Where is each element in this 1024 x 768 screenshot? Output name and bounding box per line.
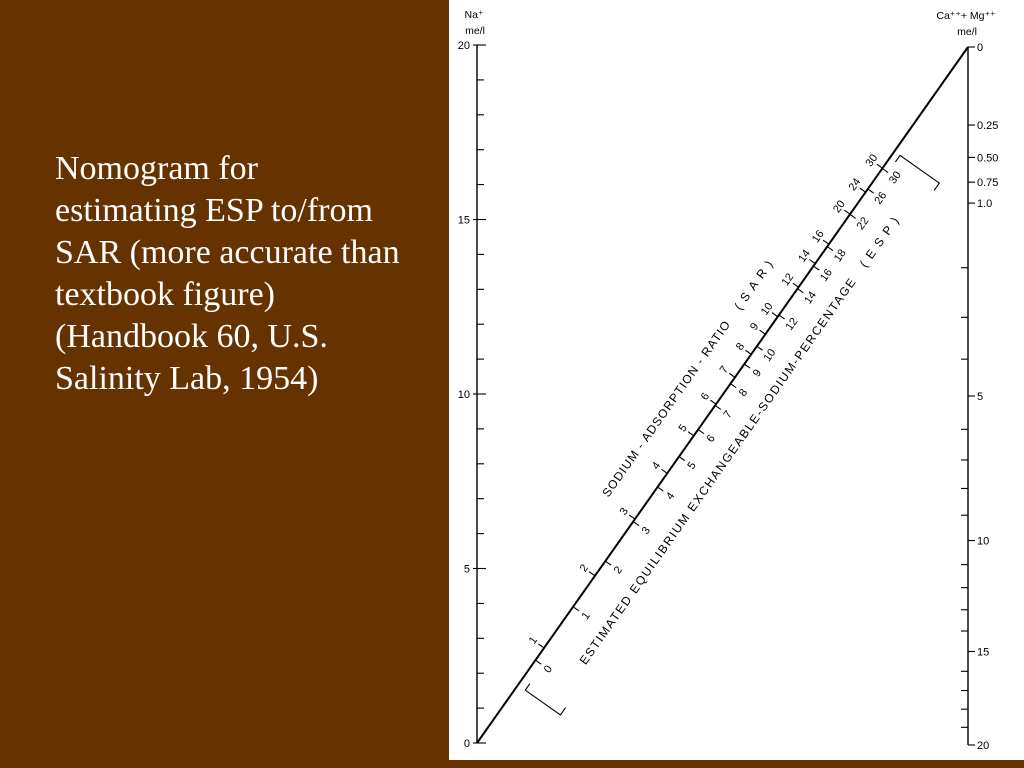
esp-tick [679, 457, 685, 461]
esp-tick-label: 0 [541, 663, 556, 676]
sar-tick [877, 164, 883, 168]
sar-scale-abbreviation: (SAR) [731, 257, 776, 313]
right-axis-symbol: Ca⁺⁺+ Mg⁺⁺ [936, 10, 996, 22]
sar-tick [729, 373, 735, 377]
caption-line-3: SAR (more accurate than [55, 234, 400, 271]
sar-tick-label: 7 [717, 363, 731, 376]
esp-scale-abbreviation: (ESP) [856, 214, 902, 271]
sar-tick-label: 5 [676, 422, 690, 435]
esp-tick-label: 6 [704, 432, 718, 445]
caption-line-1: Nomogram for [55, 150, 259, 187]
left-axis-ticks [458, 40, 486, 750]
sar-tick [760, 330, 766, 334]
sar-tick-label: 12 [779, 271, 797, 289]
esp-tick [882, 168, 888, 172]
sar-tick-label: 6 [698, 390, 713, 403]
sar-tick [844, 210, 850, 214]
right-axis-tick-label: 0 [977, 42, 984, 54]
sar-tick [662, 469, 668, 473]
slide-caption [55, 148, 440, 400]
esp-tick-label: 4 [663, 490, 678, 503]
esp-tick [715, 405, 721, 409]
esp-tick [757, 346, 763, 350]
esp-tick-label: 1 [579, 610, 593, 622]
esp-tick [698, 430, 704, 434]
sar-tick-label: 2 [577, 562, 592, 575]
sar-tick [823, 240, 829, 244]
nomogram-figure [449, 0, 1024, 760]
sar-tick-label: 4 [649, 459, 664, 472]
esp-ticks [534, 163, 904, 675]
esp-tick-label: 9 [750, 367, 765, 380]
sar-tick-label: 10 [758, 300, 776, 318]
esp-tick-label: 3 [639, 524, 653, 537]
right-axis [936, 10, 998, 752]
sar-tick [860, 188, 866, 192]
left-axis [458, 9, 486, 750]
esp-scale-title: ESTIMATED EQUILIBRIUM EXCHANGEABLE-SODIUM-PERCENTAGE [576, 275, 859, 668]
sar-tick [538, 644, 544, 648]
sar-tick [688, 432, 694, 436]
esp-tick [633, 522, 639, 526]
right-axis-tick-label: 0.25 [977, 120, 999, 133]
sar-tick [809, 260, 815, 264]
left-axis-tick-label: 15 [457, 214, 470, 227]
nomogram-svg [449, 0, 1024, 760]
right-axis-ticks [961, 42, 998, 752]
left-axis-tick-label: 5 [463, 563, 470, 576]
esp-tick [850, 214, 856, 218]
sar-tick-label: 30 [863, 152, 881, 170]
left-axis-tick-label: 20 [457, 40, 470, 52]
esp-tick [868, 189, 874, 193]
sar-tick-label: 1 [526, 634, 541, 647]
esp-tick [813, 266, 819, 270]
left-axis-tick-label: 10 [457, 389, 470, 401]
esp-tick [658, 487, 664, 491]
esp-tick-label: 2 [611, 564, 626, 577]
esp-tick-label: 10 [761, 346, 779, 364]
caption-line-2: estimating ESP to/from [55, 192, 373, 229]
right-axis-tick-label: 5 [977, 391, 984, 403]
right-axis-tick-label: 20 [977, 740, 990, 752]
esp-tick-label: 22 [854, 215, 872, 233]
caption-line-4: textbook figure) [55, 276, 275, 313]
right-axis-tick-label: 1.0 [977, 198, 993, 211]
esp-tick [827, 247, 833, 251]
esp-tick [605, 561, 611, 565]
right-axis-tick-label: 15 [977, 646, 990, 659]
esp-tick-label: 16 [818, 266, 835, 284]
esp-scale-start-bracket [525, 683, 565, 715]
esp-tick-label: 30 [886, 169, 904, 187]
esp-tick-label: 14 [802, 289, 820, 307]
esp-tick-label: 7 [721, 408, 735, 421]
sar-tick-label: 9 [748, 320, 762, 333]
sar-tick-label: 16 [809, 228, 827, 246]
sar-tick [589, 572, 595, 576]
sar-tick [745, 350, 751, 354]
sar-tick-label: 20 [830, 198, 848, 216]
left-axis-unit: me/l [465, 25, 485, 37]
esp-tick-label: 26 [872, 189, 890, 207]
esp-tick [798, 289, 804, 293]
esp-tick-label: 18 [831, 247, 849, 265]
sar-scale-title: SODIUM - ADSORPTION - RATIO [599, 318, 733, 500]
sar-tick-label: 8 [733, 340, 748, 353]
sar-tick-label: 3 [617, 505, 632, 518]
esp-tick-label: 12 [783, 315, 801, 333]
sar-tick [772, 313, 778, 317]
esp-tick-label: 8 [736, 386, 751, 399]
esp-scale-end-bracket [895, 155, 939, 190]
sar-tick-label: 14 [796, 247, 814, 265]
caption-line-5: (Handbook 60, U.S. [55, 318, 328, 355]
esp-tick [535, 660, 541, 664]
esp-tick [779, 315, 785, 319]
sar-tick [629, 515, 635, 519]
sar-tick-label: 24 [846, 176, 864, 194]
esp-tick [730, 384, 736, 388]
sar-ticks [527, 152, 886, 650]
left-axis-tick-label: 0 [463, 738, 470, 750]
right-axis-unit: me/l [957, 26, 977, 38]
sar-esp-diagonal-scale [449, 21, 1013, 760]
esp-tick [573, 607, 579, 611]
esp-tick-label: 5 [685, 459, 699, 472]
right-axis-tick-label: 10 [977, 535, 990, 548]
sar-tick [793, 283, 799, 287]
esp-tick [744, 364, 750, 368]
left-axis-symbol: Na⁺ [464, 9, 484, 21]
right-axis-tick-label: 0.75 [977, 177, 999, 190]
sar-tick [710, 400, 716, 404]
caption-line-6: Salinity Lab, 1954) [55, 360, 319, 397]
right-axis-tick-label: 0.50 [977, 152, 999, 165]
diagonal-scale-line [477, 47, 968, 743]
